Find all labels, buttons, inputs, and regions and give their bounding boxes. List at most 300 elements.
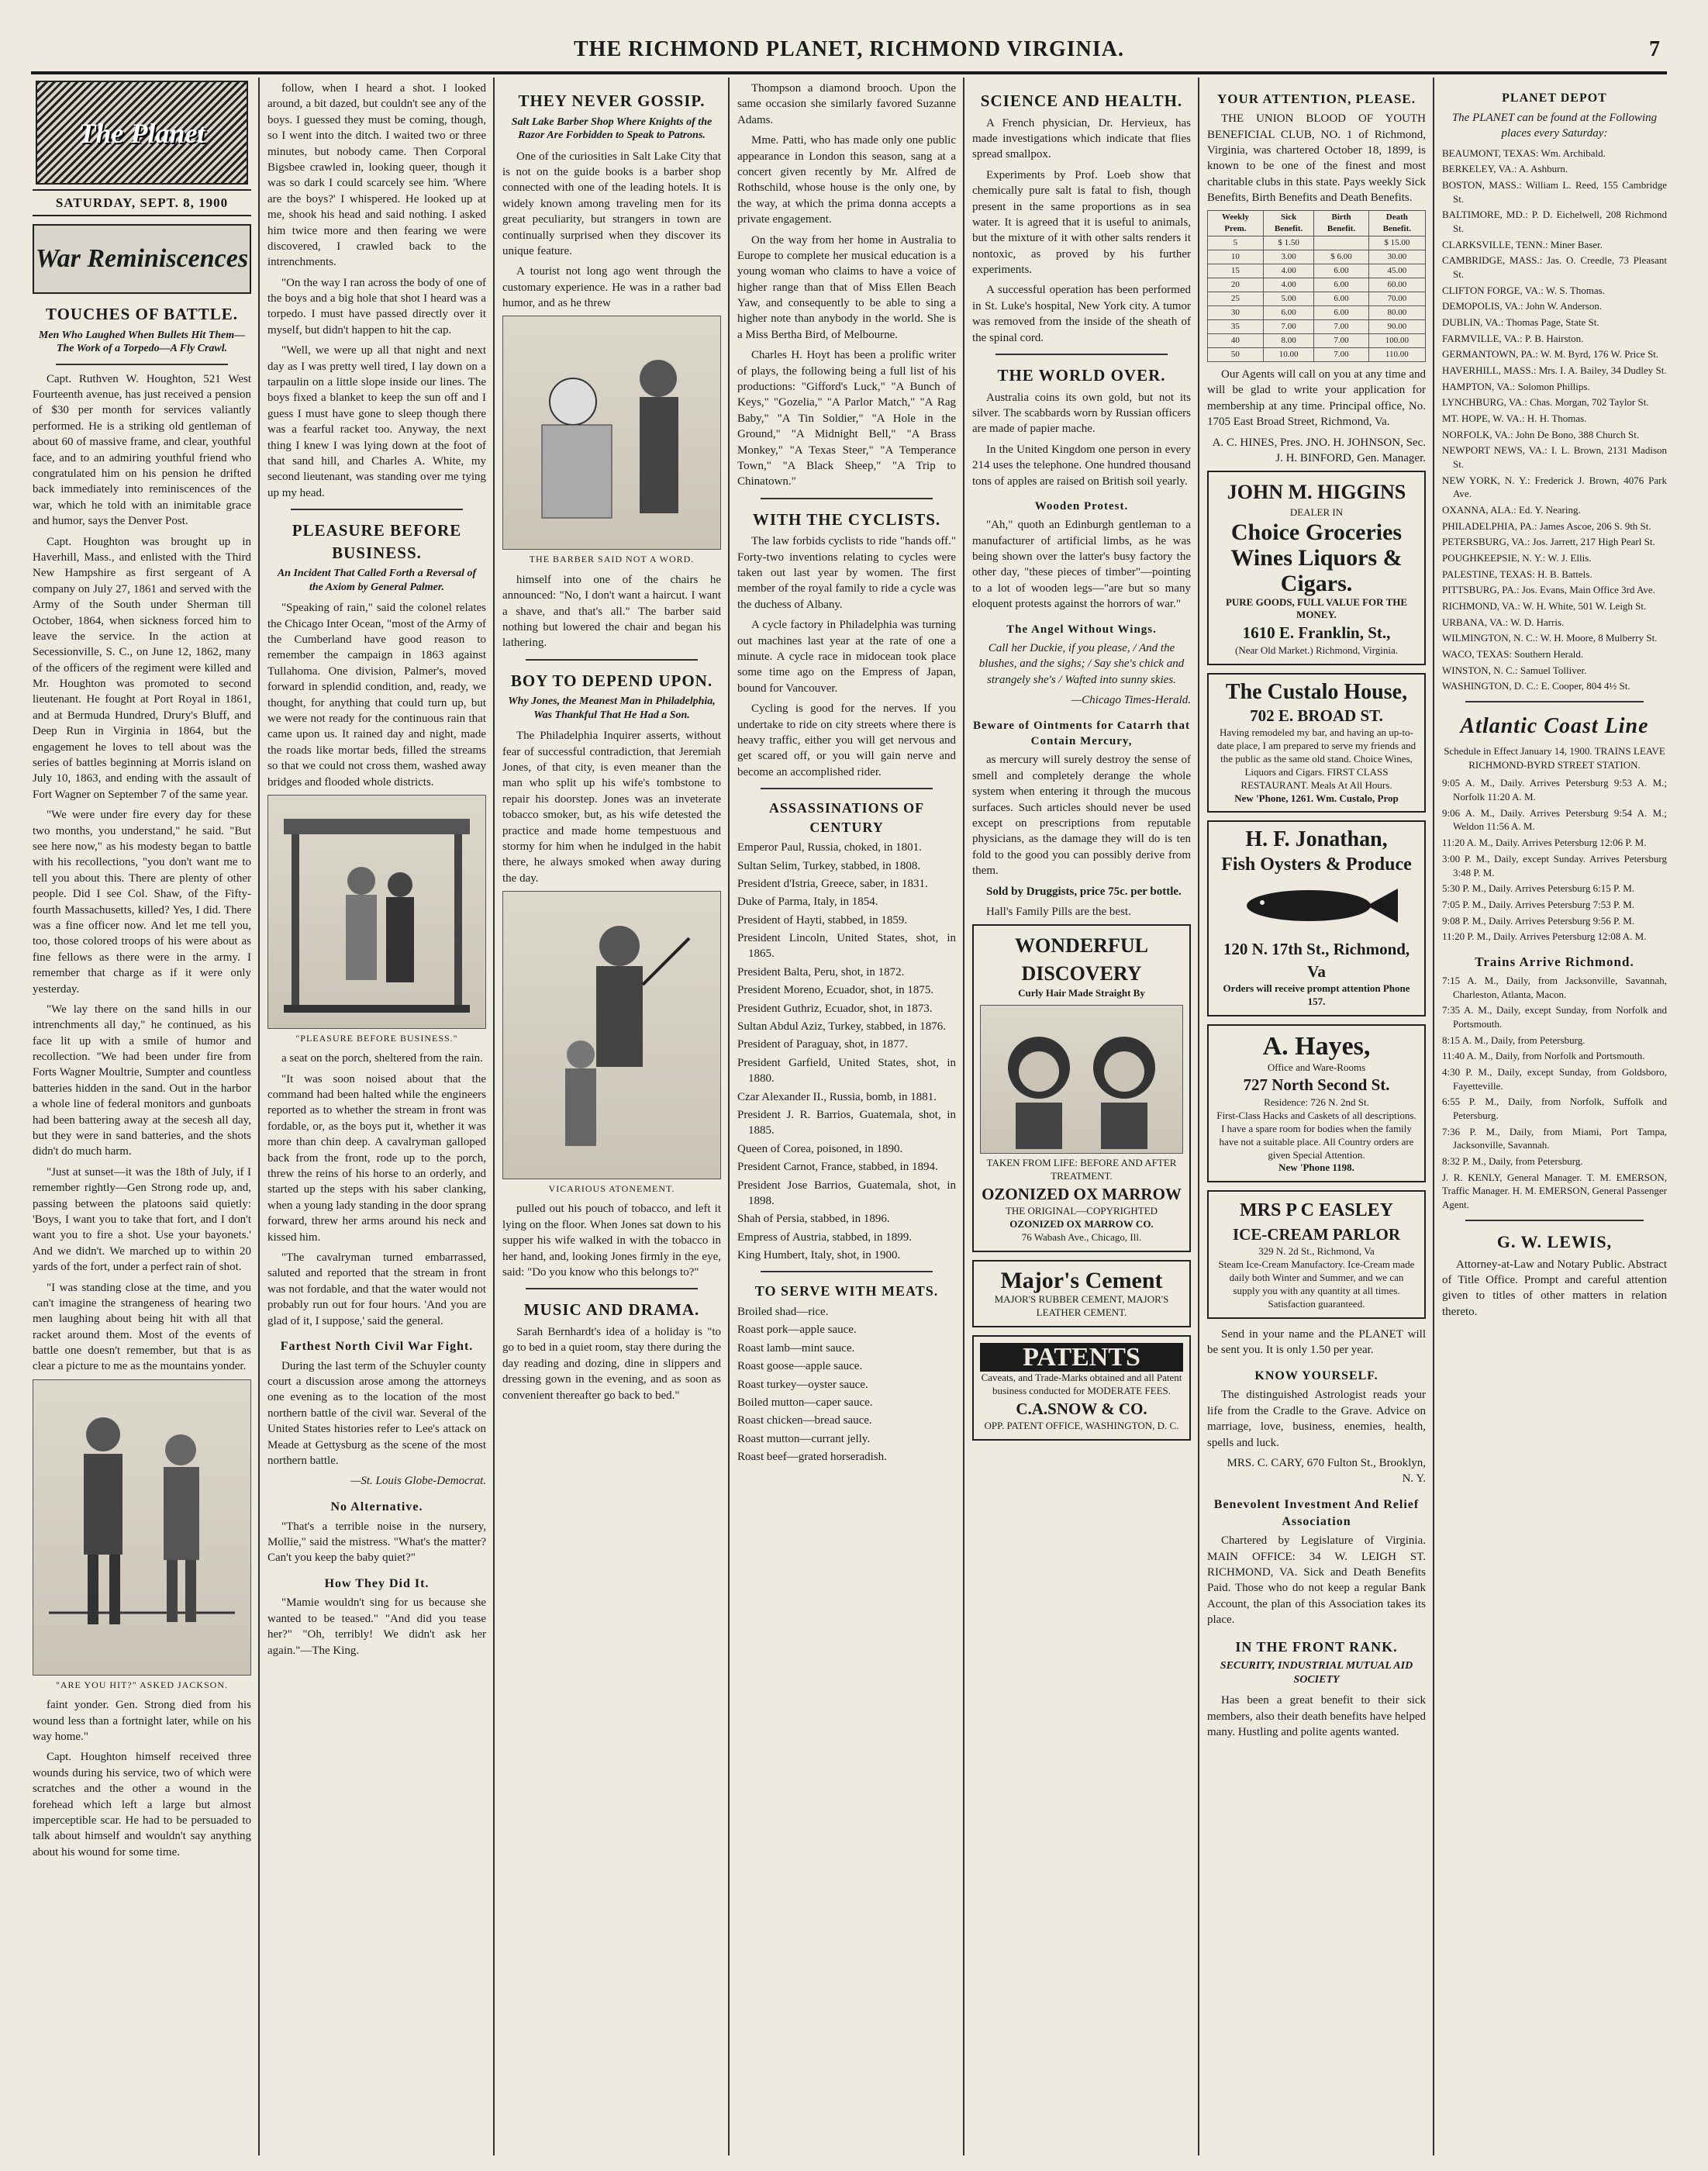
list-item: 7:36 P. M., Daily, from Miami, Port Tampa, Jacksonville, Savannah. bbox=[1442, 1125, 1667, 1151]
ad-residence: Residence: 726 N. 2nd St. bbox=[1264, 1096, 1369, 1108]
arrivals-list bbox=[1442, 974, 1667, 1168]
article-heading: Beware of Ointments for Catarrh that Contain Mercury, bbox=[973, 719, 1190, 747]
paragraph: Capt. Houghton himself received three wounds during his service, two of which were scratches and the other a wound in the forehead which left a large but almost imperceptible scar. He had to be persuaded to talk about himself and wouldn't say anything about his wound for some time. bbox=[33, 1751, 251, 1859]
article-heading: Trains Arrive Richmond. bbox=[1475, 954, 1634, 969]
table-cell: $ 15.00 bbox=[1368, 236, 1425, 250]
paragraph: In the United Kingdom one person in every 214 uses the telephone. One hundred thousand tons of apples are raised on British soil yearly. bbox=[972, 443, 1191, 488]
article-heading: The Angel Without Wings. bbox=[1006, 623, 1157, 636]
paragraph: Capt. Houghton was brought up in Haverhill, Mass., and enlisted with the Third New Hampshire as first sergeant of A company on July 27, 1861 and served with the Army of the South under Sherman till October, 1864, when sickness forced him to leave the service. In the action at Secessionville, S. C., on June 12, 1862, many of the officers of the regiment were killed and Mr. Houghton was promoted to second lieutenant. He fought at Port Royal in 1861, and at Bermuda Hundred, Drury's Bluff, and Deep Run in Virginia in 1864, but the engagement he loves to tell about was the series of battles beginning at Morris island on July 10, 1863, and ending with the assault of Fort Wagner on September 7 of the same year. bbox=[33, 535, 251, 801]
paragraph: Capt. Ruthven W. Houghton, 521 West Fourteenth avenue, has just received a pension of $30 per month for services valiantly performed. He is a striking old gentleman of about 60 of massive frame, and clear, youthful face, and to an admiring youthful friend who congratulated him on his pension he drifted back immediately into reminiscences of the war, which he told with an inimitable grace and humor, says the Denver Post. bbox=[33, 372, 251, 528]
table-row bbox=[1208, 306, 1426, 320]
porch-illustration bbox=[267, 795, 486, 1029]
list-item: Queen of Corea, poisoned, in 1890. bbox=[737, 1142, 903, 1155]
article-heading: TO SERVE WITH MEATS. bbox=[754, 1283, 939, 1299]
list-item: CAMBRIDGE, MASS.: Jas. O. Creedle, 73 Pleasant St. bbox=[1442, 254, 1667, 280]
paragraph: pulled out his pouch of tobacco, and left it lying on the floor. When Jones sat down to his supper his wife walked in with the tobacco in her hand, and, looking Jones firmly in the eye, said: "Do you know who this belongs to?" bbox=[502, 1203, 721, 1279]
list-item: HAVERHILL, MASS.: Mrs. I. A. Bailey, 34 Dudley St. bbox=[1442, 364, 1667, 376]
paragraph: THE UNION BLOOD OF YOUTH BENEFICIAL CLUB, NO. 1 of Richmond, Virginia, was chartered October 18, 1899, is known to be one of the finest and most charitable clubs in this state. Pays weekly Sick Benefits, Birth Benefits and Death Benefits. bbox=[1207, 112, 1426, 205]
table-row bbox=[1208, 292, 1426, 306]
assassinations-list bbox=[737, 840, 956, 1263]
article-heading: Wooden Protest. bbox=[1034, 499, 1129, 513]
table-header: Death Benefit. bbox=[1368, 211, 1425, 236]
table-cell: 35 bbox=[1208, 320, 1264, 334]
table-cell: 4.00 bbox=[1263, 264, 1314, 278]
list-item: 8:32 P. M., Daily, from Petersburg. bbox=[1442, 1155, 1583, 1168]
ad-heading: YOUR ATTENTION, PLEASE. bbox=[1216, 91, 1416, 106]
benefits-table bbox=[1207, 210, 1426, 361]
table-cell: 6.00 bbox=[1314, 264, 1368, 278]
divider bbox=[291, 509, 463, 510]
table-cell: 6.00 bbox=[1314, 292, 1368, 306]
list-item: 6:55 P. M., Daily, from Norfolk, Suffolk and Petersburg. bbox=[1442, 1096, 1667, 1122]
higgins-ad bbox=[1207, 471, 1426, 664]
list-item: Duke of Parma, Italy, in 1854. bbox=[737, 896, 878, 909]
ad-title: WONDERFUL DISCOVERY bbox=[1015, 934, 1148, 985]
custalo-ad bbox=[1207, 673, 1426, 813]
table-cell: 70.00 bbox=[1368, 292, 1425, 306]
paragraph: "The cavalryman turned embarrassed, saluted and reported that the stream in front was not fordable, and that the water would not probably run out for four hours. 'And you are glad of it, I suppose,' said the general. bbox=[267, 1251, 486, 1327]
paragraph: Schedule in Effect January 14, 1900. TRAINS LEAVE RICHMOND-BYRD STREET STATION. bbox=[1444, 745, 1665, 771]
article-heading: BOY TO DEPEND UPON. bbox=[510, 671, 713, 690]
article-heading: PLANET DEPOT bbox=[1502, 91, 1607, 105]
ad-heading: Benevolent Investment And Relief Association bbox=[1213, 1497, 1420, 1528]
list-item: 11:40 A. M., Daily, from Norfolk and Portsmouth. bbox=[1442, 1050, 1645, 1062]
paragraph: Send in your name and the PLANET will be sent you. It is only 1.50 per year. bbox=[1207, 1327, 1426, 1357]
paragraph: Attorney-at-Law and Notary Public. Abstract of Title Office. Prompt and careful attention given to titles of other matters in relation thereto. bbox=[1442, 1258, 1667, 1318]
ad-phone: New 'Phone 1198. bbox=[1278, 1161, 1354, 1174]
ad-heading: G. W. LEWIS, bbox=[1496, 1231, 1613, 1251]
table-cell: 25 bbox=[1208, 292, 1264, 306]
ad-phone: Orders will receive prompt attention Phone 157. bbox=[1223, 982, 1410, 1008]
table-cell: 90.00 bbox=[1368, 320, 1425, 334]
column-6 bbox=[1207, 81, 1426, 2143]
article-heading: PLEASURE BEFORE BUSINESS. bbox=[292, 521, 462, 562]
article-heading: How They Did It. bbox=[324, 1576, 430, 1590]
list-item: Broiled shad—rice. bbox=[737, 1305, 829, 1318]
ad-text: Having remodeled my bar, and having an up-to-date place, I am prepared to serve my friends and the public as the same old stand. Choice Wines, Liquors and Cigars. FIRST CLASS RESTAURANT. Meals At All Hours. bbox=[1216, 727, 1416, 791]
list-item: President Guthriz, Ecuador, shot, in 1873. bbox=[737, 1002, 933, 1015]
ad-phone: New 'Phone, 1261. Wm. Custalo, Prop bbox=[1234, 792, 1399, 804]
patents-ad bbox=[972, 1335, 1191, 1441]
list-item: WASHINGTON, D. C.: E. Cooper, 804 4½ St. bbox=[1442, 680, 1630, 692]
paragraph: Charles H. Hoyt has been a prolific writer of plays, the following being a full list of his productions: "Gifford's Luck," "A Bunch of Keys," "Gozelia," "A Parlor Match," "A Rag Baby," "A Tin Soldier," "A Hole in the Ground," "A Midnight Bell," "A Brass Monkey," "A Texas Steer," "A Temperance Town," "A Black Sheep," "A Trip to Chinatown." bbox=[737, 349, 956, 488]
column-3 bbox=[502, 81, 721, 2143]
table-cell: 30 bbox=[1208, 306, 1264, 320]
article-subhead: Why Jones, the Meanest Man in Philadelphia, Was Thankful That He Had a Son. bbox=[508, 695, 716, 721]
masthead bbox=[31, 37, 1667, 74]
list-item: POUGHKEEPSIE, N. Y.: W. J. Ellis. bbox=[1442, 552, 1592, 564]
table-cell: 10 bbox=[1208, 250, 1264, 264]
ad-address: 76 Wabash Ave., Chicago, Ill. bbox=[1021, 1231, 1142, 1243]
paragraph: During the last term of the Schuyler county court a discussion arose among the attorneys one evening as to the location of the most northern battle of the civil war. Several of the United States histories refer to Lee's attack on Meade at Gettysburg as the scene of the most northern battle. bbox=[267, 1359, 486, 1467]
column-rule bbox=[493, 78, 495, 2155]
table-cell: 10.00 bbox=[1263, 347, 1314, 361]
ad-title: Major's Cement bbox=[1000, 1267, 1163, 1293]
list-item: GERMANTOWN, PA.: W. M. Byrd, 176 W. Price St. bbox=[1442, 348, 1659, 361]
table-cell: 7.00 bbox=[1314, 347, 1368, 361]
ad-address: 329 N. 2d St., Richmond, Va bbox=[1258, 1245, 1375, 1258]
paragraph: Experiments by Prof. Loeb show that chemically pure salt is fatal to fish, though present in the same proportions as in sea water. It is agreed that it is useful to animals, but the mixture of it with other salts renders it nontoxic, as proved by his further experiments. bbox=[972, 168, 1191, 277]
source-credit: —St. Louis Globe-Democrat. bbox=[350, 1475, 486, 1488]
logo-text: The Planet bbox=[78, 118, 205, 149]
table-cell: 3.00 bbox=[1263, 250, 1314, 264]
banner-text: War Reminiscences bbox=[35, 244, 249, 274]
column-5 bbox=[972, 81, 1191, 2143]
paragraph: The distinguished Astrologist reads your life from the Cradle to the Grave. Advice on marriage, love, business, enemies, health, spells and luck. bbox=[1207, 1389, 1426, 1449]
ad-text: Steam Ice-Cream Manufactory. Ice-Cream made daily both Winter and Summer, and we can supply you with any quantity at all times. Satisfaction guaranteed. bbox=[1218, 1258, 1415, 1310]
list-item: WILMINGTON, N. C.: W. H. Moore, 8 Mulberry St. bbox=[1442, 632, 1658, 644]
ad-name: H. F. Jonathan, bbox=[1245, 827, 1388, 852]
paragraph: A. C. HINES, Pres. JNO. H. JOHNSON, Sec. J. H. BINFORD, Gen. Manager. bbox=[1212, 436, 1426, 464]
table-cell: 7.00 bbox=[1314, 334, 1368, 348]
table-row bbox=[1208, 250, 1426, 264]
war-reminiscences-banner bbox=[33, 224, 251, 294]
list-item: NORFOLK, VA.: John De Bono, 388 Church St. bbox=[1442, 428, 1640, 440]
table-row bbox=[1208, 320, 1426, 334]
table-cell: 5.00 bbox=[1263, 292, 1314, 306]
paragraph: faint yonder. Gen. Strong died from his wound less than a fortnight later, while on his way home." bbox=[33, 1699, 251, 1743]
column-rule bbox=[1198, 78, 1199, 2155]
list-item: FARMVILLE, VA.: P. B. Hairston. bbox=[1442, 332, 1584, 344]
list-item: 4:30 P. M., Daily, except Sunday, from Goldsboro, Fayetteville. bbox=[1442, 1066, 1667, 1092]
ad-name: A. Hayes, bbox=[1262, 1032, 1371, 1061]
paragraph: Has been a great benefit to their sick members, also their death benefits have helped many. Hustling and polite agents wanted. bbox=[1207, 1694, 1426, 1738]
paragraph: On the way from her home in Australia to Europe to complete her musical education is a young woman who claims to have a voice of higher range than that of Miss Ellen Beach Yaw, and consequently to be able to sing a higher note than anybody in the world. She is a Miss Bertha Bird, of Melbourne. bbox=[737, 233, 956, 341]
table-cell: 7.00 bbox=[1314, 320, 1368, 334]
ad-text: First-Class Hacks and Caskets of all descriptions. I have a spare room for bodies when the family have not a suitable place. All Country orders are given Special Attention. bbox=[1216, 1109, 1416, 1161]
ad-city: (Near Old Market.) Richmond, Virginia. bbox=[1235, 644, 1398, 656]
table-cell: 6.00 bbox=[1263, 306, 1314, 320]
list-item: President of Paraguay, shot, in 1877. bbox=[737, 1038, 908, 1051]
list-item: King Humbert, Italy, shot, in 1900. bbox=[737, 1249, 901, 1262]
paragraph: "Speaking of rain," said the colonel relates the Chicago Inter Ocean, "most of the Army of the Cumberland have good reason to remember the campaign in 1863 against Tullahoma. One division, Palmer's, moved forward in splendid condition, and, ready, we thought, for anything that could turn up, but we were not ready for the continuous rain that came upon us. It rained day and night, made the roads like mortar beds, filled the streams so that we could not cross them, washed away bridges and flooded whole districts. bbox=[267, 602, 486, 789]
list-item: Roast turkey—oyster sauce. bbox=[737, 1378, 868, 1391]
column-rule bbox=[258, 78, 260, 2155]
list-item: Roast lamb—mint sauce. bbox=[737, 1341, 855, 1355]
paragraph: follow, when I heard a shot. I looked around, a bit dazed, but couldn't see any of the boys. I guessed they must be coming, though, so I went into the ditch. I waited two or three minutes, but nobody came. Then Corporal Bigsbee crawled in, looking queer, though it was so dark I could scarcely see him. 'Where are the boys?' I whispered. He looked up at me, shook his head and said nothing. I asked him twice more and then fearing we were discovered, I crawled back to the intrenchments. bbox=[267, 82, 486, 269]
list-item: CLARKSVILLE, TENN.: Miner Baser. bbox=[1442, 238, 1603, 250]
ad-subtitle: Curly Hair Made Straight By bbox=[1018, 987, 1145, 999]
list-item: Emperor Paul, Russia, choked, in 1801. bbox=[737, 841, 922, 854]
list-item: OXANNA, ALA.: Ed. Y. Nearing. bbox=[1442, 503, 1581, 516]
depot-list bbox=[1442, 147, 1667, 694]
article-heading: No Alternative. bbox=[330, 1500, 423, 1513]
ad-note: PURE GOODS, FULL VALUE FOR THE MONEY. bbox=[1225, 595, 1408, 621]
list-item: 9:06 A. M., Daily. Arrives Petersburg 9:54 A. M.; Weldon 11:56 A. M. bbox=[1442, 806, 1667, 833]
table-cell: 80.00 bbox=[1368, 306, 1425, 320]
paragraph: "Mamie wouldn't sing for us because she wanted to be teased." "And did you tease her?" "Oh, terribly! We didn't ask her again."—The King. bbox=[267, 1596, 486, 1657]
table-row bbox=[1208, 264, 1426, 278]
article-heading: WITH THE CYCLISTS. bbox=[752, 509, 941, 529]
ad-subtitle: ICE-CREAM PARLOR bbox=[1232, 1224, 1401, 1244]
list-item: Boiled mutton—caper sauce. bbox=[737, 1396, 873, 1409]
page-number: 7 bbox=[1649, 37, 1661, 61]
article-subhead: An Incident That Called Forth a Reversal of the Axiom by General Palmer. bbox=[277, 568, 477, 593]
paragraph: J. R. KENLY, General Manager. T. M. EMERSON, Traffic Manager. H. M. EMERSON, General Passenger Agent. bbox=[1442, 1171, 1667, 1211]
article-heading: SCIENCE AND HEALTH. bbox=[980, 91, 1183, 110]
table-cell: 15 bbox=[1208, 264, 1264, 278]
list-item: Roast beef—grated horseradish. bbox=[737, 1451, 887, 1464]
paragraph: "Just at sunset—it was the 18th of July, if I remember rightly—Gen Strong rode up, and, passing between the platoons said quietly: 'Boys, I want you to take that fort, and I don't want you to fire a shot. Use your bayonets.' And we didn't. We marched up to within 20 yards of the fort, under a perfect rain of shot. bbox=[33, 1165, 251, 1274]
list-item: Roast goose—apple sauce. bbox=[737, 1360, 863, 1373]
article-subhead: Men Who Laughed When Bullets Hit Them—The Work of a Torpedo—A Fly Crawl. bbox=[38, 329, 246, 355]
paragraph: "I was standing close at the time, and you can't imagine the strangeness of hearing two men laughing about being hit with all that racket around them. Most of the events of battle one doesn't remember, but that is as clear a picture to me as the mountains yonder. bbox=[33, 1281, 251, 1373]
ad-caption: TAKEN FROM LIFE: BEFORE AND AFTER TREATMENT. bbox=[986, 1156, 1177, 1182]
ad-name: The Custalo House, bbox=[1225, 679, 1408, 704]
ad-note: THE ORIGINAL—COPYRIGHTED bbox=[1005, 1205, 1158, 1217]
table-cell: $ 1.50 bbox=[1263, 236, 1314, 250]
ad-company: C.A.SNOW & CO. bbox=[1016, 1399, 1147, 1418]
paragraph: A tourist not long ago went through the customary experience. He was in a rather bad humor, and as he threw bbox=[502, 265, 721, 310]
divider bbox=[526, 1288, 698, 1289]
column-rule bbox=[1433, 78, 1434, 2155]
table-header: Birth Benefit. bbox=[1314, 211, 1368, 236]
list-item: 7:05 P. M., Daily. Arrives Petersburg 7:53 P. M. bbox=[1442, 898, 1635, 910]
article-heading: THE WORLD OVER. bbox=[997, 366, 1166, 385]
paragraph: Mme. Patti, who has made only one public appearance in London this season, sang at a concert given recently by Mr. Alfred de Rothschild, whose house is the only one, by the way, at which the prima donna accepts a private engagement. bbox=[737, 134, 956, 226]
table-cell: 6.00 bbox=[1314, 306, 1368, 320]
ad-heading: IN THE FRONT RANK. bbox=[1235, 1638, 1398, 1655]
ad-goods: Choice Groceries Wines Liquors & Cigars. bbox=[1230, 519, 1403, 596]
column-2 bbox=[267, 81, 486, 2143]
issue-date: SATURDAY, SEPT. 8, 1900 bbox=[33, 189, 251, 216]
ad-address: 727 North Second St. bbox=[1243, 1075, 1390, 1095]
list-item: HAMPTON, VA.: Solomon Phillips. bbox=[1442, 380, 1590, 392]
meats-list bbox=[737, 1304, 956, 1465]
table-row bbox=[1208, 347, 1426, 361]
ad-subheading: SECURITY, INDUSTRIAL MUTUAL AID SOCIETY bbox=[1220, 1660, 1413, 1686]
list-item: 9:05 A. M., Daily. Arrives Petersburg 9:53 A. M.; Norfolk 11:20 A. M. bbox=[1442, 777, 1667, 803]
list-item: Sultan Abdul Aziz, Turkey, stabbed, in 1876. bbox=[737, 1020, 947, 1034]
paragraph: The law forbids cyclists to ride "hands off." Forty-two inventions relating to cycles were taken out last year by women. The first member of the royal family to ride a cycle was the duchess of Albany. bbox=[737, 535, 956, 611]
majors-cement-ad bbox=[972, 1260, 1191, 1327]
article-heading: TOUCHES OF BATTLE. bbox=[45, 305, 239, 324]
list-item: Roast chicken—bread sauce. bbox=[737, 1414, 872, 1427]
list-item: WACO, TEXAS: Southern Herald. bbox=[1442, 648, 1584, 661]
paragraph: The Philadelphia Inquirer asserts, without fear of successful contradiction, that Jeremiah Jones, of that city, is even meaner than the man who split up his wife's tombstone to repair his doorstep. Jones was an inveterate tobacco smoker, but, as his wife detested the practice and made home tempestuous and stormy for him when he indulged in the habit there, he always smoked when away during the day. bbox=[502, 730, 721, 885]
list-item: CLIFTON FORGE, VA.: W. S. Thomas. bbox=[1442, 284, 1605, 296]
table-cell: 4.00 bbox=[1263, 278, 1314, 292]
paragraph: "We lay there on the sand hills in our intrenchments all day," he continued, as his face lit up with a smile of humor and recollection. "We had been under fire from Forts Wagner Moultrie, Sumpter and countless batteries hidden in the sand. Out in the harbor a whole line of federal monitors and gunboats had been battering away at the secesh all day, but they were in sand batteries, and the shots didn't do much harm. bbox=[33, 1003, 251, 1158]
column-rule bbox=[728, 78, 730, 2155]
barber-illustration bbox=[502, 316, 721, 550]
column-7 bbox=[1442, 81, 1667, 2143]
ad-name: MRS P C EASLEY bbox=[1239, 1200, 1394, 1221]
table-cell: 50 bbox=[1208, 347, 1264, 361]
list-item: BOSTON, MASS.: William L. Reed, 155 Cambridge St. bbox=[1442, 178, 1667, 205]
list-item: Shah of Persia, stabbed, in 1896. bbox=[737, 1213, 890, 1226]
list-item: President Garfield, United States, shot, in 1880. bbox=[737, 1056, 956, 1086]
list-item: NEW YORK, N. Y.: Frederick J. Brown, 4076 Park Ave. bbox=[1442, 474, 1667, 500]
ad-title: PATENTS bbox=[980, 1343, 1183, 1372]
divider bbox=[761, 788, 933, 789]
divider bbox=[761, 498, 933, 499]
ad-label: DEALER IN bbox=[1289, 506, 1344, 518]
list-item: 11:20 A. M., Daily. Arrives Petersburg 12:06 P. M. bbox=[1442, 837, 1647, 849]
paragraph: "We were under fire every day for these two months, you understand," he said. "But see here now," as his modesty began to battle with his recollections, "you don't want me to tell you about this. There are plenty of other people. Did I see Col. Shaw, of the Fifty-fourth Massachusetts, killed? Yes, I did. There was a fine officer now. And let me tell you, too, those colored troops of his were about as fine fellows as there were in the army. I remember that charge as if it were only yesterday. bbox=[33, 809, 251, 996]
table-row bbox=[1208, 278, 1426, 292]
before-after-portraits bbox=[980, 1005, 1183, 1154]
table-cell: 5 bbox=[1208, 236, 1264, 250]
paragraph: Sarah Bernhardt's idea of a holiday is "to go to bed in a quiet room, stay there during the day reading and dozing, dine in slippers and dressing gown in the evening, and as soon as convenient thereafter go back to bed." bbox=[502, 1325, 721, 1402]
list-item: President Carnot, France, stabbed, in 1894. bbox=[737, 1161, 938, 1174]
paragraph: Australia coins its own gold, but not its silver. The scabbards worn by Russian officers are made of papier mache. bbox=[972, 391, 1191, 436]
list-item: Empress of Austria, stabbed, in 1899. bbox=[737, 1230, 912, 1244]
ad-heading: KNOW YOURSELF. bbox=[1254, 1369, 1378, 1382]
fish-icon bbox=[1231, 882, 1402, 929]
illustration-caption: "ARE YOU HIT?" ASKED JACKSON. bbox=[55, 1679, 229, 1690]
paragraph: Cycling is good for the nerves. If you undertake to ride on city streets where there is heavy traffic, either you will get nervous and get scared off, or you will gain nerve and become an accomplished rider. bbox=[737, 702, 956, 778]
table-cell: 7.00 bbox=[1263, 320, 1314, 334]
railroad-heading: Atlantic Coast Line bbox=[1460, 714, 1649, 739]
departures-list bbox=[1442, 776, 1667, 943]
table-cell bbox=[1314, 236, 1368, 250]
list-item: BERKELEY, VA.: A. Ashburn. bbox=[1442, 163, 1568, 175]
list-item: BALTIMORE, MD.: P. D. Eichelwell, 208 Richmond St. bbox=[1442, 209, 1667, 234]
masthead-title: THE RICHMOND PLANET, RICHMOND VIRGINIA. bbox=[573, 37, 1124, 61]
list-item: President J. R. Barrios, Guatemala, shot, in 1885. bbox=[737, 1108, 956, 1137]
column-rule bbox=[963, 78, 964, 2155]
divider bbox=[761, 1271, 933, 1272]
paragraph: "Well, we were up all that night and next day as I was pretty well tired, I lay down on a tarpaulin on a little slope inside our lines. The boys fixed a blanket to keep the sun off and I guess I must have gone to sleep though there was a fearful racket too. Anyway, the next thing I knew I was lying down at the foot of that sand hill, and Charles A. White, my second lieutenant, was standing over me tying up my head. bbox=[267, 344, 486, 499]
ad-address: 120 N. 17th St., Richmond, Va bbox=[1223, 940, 1410, 981]
divider bbox=[526, 659, 698, 661]
paragraph: Hall's Family Pills are the best. bbox=[986, 905, 1131, 918]
list-item: 7:15 A. M., Daily, from Jacksonville, Savannah, Charleston, Atlanta, Macon. bbox=[1442, 974, 1667, 1000]
illustration-caption: "PLEASURE BEFORE BUSINESS." bbox=[295, 1032, 458, 1044]
table-cell: 20 bbox=[1208, 278, 1264, 292]
ad-address: 1610 E. Franklin, St., bbox=[1242, 623, 1391, 643]
ad-address: OPP. PATENT OFFICE, WASHINGTON, D. C. bbox=[984, 1420, 1179, 1432]
poem: Call her Duckie, if you please, / And the blushes, and the sighs; / Say she's chick and strangely she's / Wafted into sunny skies. bbox=[978, 642, 1185, 686]
divider bbox=[56, 364, 228, 365]
easley-ad bbox=[1207, 1190, 1426, 1319]
list-item: LYNCHBURG, VA.: Chas. Morgan, 702 Taylor St. bbox=[1442, 396, 1649, 409]
planet-logo bbox=[36, 81, 248, 185]
ox-marrow-ad bbox=[972, 924, 1191, 1252]
paragraph: Chartered by Legislature of Virginia. MAIN OFFICE: 34 W. LEIGH ST. RICHMOND, VA. Sick and Death Benefits Paid. Those who do not keep a regular Bank Account, the plan of this Association takes its place. bbox=[1207, 1534, 1426, 1627]
list-item: BEAUMONT, TEXAS: Wm. Archibald. bbox=[1442, 147, 1606, 159]
ad-address: 702 E. BROAD ST. bbox=[1250, 706, 1383, 725]
list-item: 8:15 A. M., Daily, from Petersburg. bbox=[1442, 1034, 1586, 1046]
table-row bbox=[1208, 236, 1426, 250]
atonement-illustration bbox=[502, 891, 721, 1179]
divider bbox=[995, 354, 1168, 355]
list-item: 7:35 A. M., Daily, except Sunday, from Norfolk and Portsmouth. bbox=[1442, 1004, 1667, 1030]
ad-goods: Fish Oysters & Produce bbox=[1221, 854, 1412, 875]
hayes-ad bbox=[1207, 1024, 1426, 1182]
paragraph: A French physician, Dr. Hervieux, has made investigations which indicate that flies spread smallpox. bbox=[972, 116, 1191, 161]
list-item: 3:00 P. M., Daily, except Sunday. Arrives Petersburg 3:48 P. M. bbox=[1442, 852, 1667, 878]
list-item: 11:20 P. M., Daily. Arrives Petersburg 12:08 A. M. bbox=[1442, 930, 1647, 943]
list-item: President Balta, Peru, shot, in 1872. bbox=[737, 965, 905, 979]
ad-text: Caveats, and Trade-Marks obtained and all Patent business conducted for MODERATE FEES. bbox=[981, 1372, 1182, 1396]
article-heading: Farthest North Civil War Fight. bbox=[280, 1339, 474, 1353]
ad-subtitle: MAJOR'S RUBBER CEMENT, MAJOR'S LEATHER CEMENT. bbox=[994, 1293, 1169, 1318]
list-item: President d'Istria, Greece, saber, in 1831. bbox=[737, 877, 928, 890]
divider bbox=[1465, 701, 1644, 702]
list-item: PITTSBURG, PA.: Jos. Evans, Main Office 3rd Ave. bbox=[1442, 584, 1655, 596]
article-subhead: Salt Lake Barber Shop Where Knights of the Razor Are Forbidden to Speak to Patrons. bbox=[511, 116, 713, 142]
table-row bbox=[1208, 334, 1426, 348]
paragraph: A successful operation has been performed in St. Luke's hospital, New York city. A tumor was removed from the inside of the sheath of the spinal cord. bbox=[972, 284, 1191, 344]
table-header: Sick Benefit. bbox=[1263, 211, 1314, 236]
table-cell: 8.00 bbox=[1263, 334, 1314, 348]
list-item: WINSTON, N. C.: Samuel Tolliver. bbox=[1442, 664, 1587, 676]
list-item: URBANA, VA.: W. D. Harris. bbox=[1442, 616, 1565, 628]
list-item: Roast pork—apple sauce. bbox=[737, 1324, 857, 1337]
paragraph: Our Agents will call on you at any time and will be glad to write your application for membership at any time. Principal office, No. 1705 East Broad Street, Richmond, Va. bbox=[1207, 368, 1426, 429]
list-item: Czar Alexander II., Russia, bomb, in 1881. bbox=[737, 1090, 937, 1103]
article-heading: MUSIC AND DRAMA. bbox=[523, 1300, 700, 1320]
list-item: NEWPORT NEWS, VA.: I. L. Brown, 2131 Madison St. bbox=[1442, 444, 1667, 470]
list-item: MT. HOPE, W. VA.: H. H. Thomas. bbox=[1442, 412, 1587, 424]
table-cell: 6.00 bbox=[1314, 278, 1368, 292]
ad-label: Office and Ware-Rooms bbox=[1267, 1061, 1366, 1073]
list-item: PETERSBURG, VA.: Jos. Jarrett, 217 High Pearl St. bbox=[1442, 536, 1655, 548]
paragraph: himself into one of the chairs he announced: "No, I don't want a haircut. I want a shave, and that's all." The barber said nothing but lowered the chair and began his lathering. bbox=[502, 573, 721, 650]
jonathan-ad bbox=[1207, 820, 1426, 1016]
article-heading: THEY NEVER GOSSIP. bbox=[518, 91, 706, 110]
table-cell: 45.00 bbox=[1368, 264, 1425, 278]
list-item: DUBLIN, VA.: Thomas Page, State St. bbox=[1442, 316, 1599, 328]
table-cell: 30.00 bbox=[1368, 250, 1425, 264]
paragraph: Thompson a diamond brooch. Upon the same occasion she similarly favored Suzanne Adams. bbox=[737, 82, 956, 126]
list-item: President Lincoln, United States, shot, in 1865. bbox=[737, 932, 956, 961]
divider bbox=[1465, 1220, 1644, 1221]
list-item: PHILADELPHIA, PA.: James Ascoe, 206 S. 9th St. bbox=[1442, 519, 1651, 532]
source-credit: —Chicago Times-Herald. bbox=[1071, 694, 1191, 707]
table-cell: 60.00 bbox=[1368, 278, 1425, 292]
table-cell: 110.00 bbox=[1368, 347, 1425, 361]
paragraph: "Ah," quoth an Edinburgh gentleman to a manufacturer of artificial limbs, as he was being shown over the latter's busy factory the other day, "these pieces of timber"—pointing to a lot of wooden legs—"are but so many eloquent protests against the horrors of war." bbox=[972, 519, 1191, 611]
soldiers-illustration bbox=[33, 1379, 251, 1676]
illustration-caption: VICARIOUS ATONEMENT. bbox=[548, 1183, 675, 1195]
table-header: Weekly Prem. bbox=[1208, 211, 1264, 236]
paragraph: One of the curiosities in Salt Lake City that is not on the guide books is a barber shop connected with one of the leading hotels. It is widely known among traveling men for its great peculiarity, but strangers in town are continually surprised when they discover its unique feature. bbox=[502, 150, 721, 257]
list-item: President of Hayti, stabbed, in 1859. bbox=[737, 913, 908, 927]
paragraph: as mercury will surely destroy the sense of smell and completely derange the whole system when entering it through the mucous surfaces. Such articles should never be used except on prescriptions from reputable physicians, as the damage they will do is ten fold to the good you can possibly derive from them. bbox=[972, 754, 1191, 878]
column-4 bbox=[737, 81, 956, 2143]
column-1 bbox=[33, 81, 251, 2143]
list-item: President Moreno, Ecuador, shot, in 1875. bbox=[737, 984, 934, 997]
ad-name: JOHN M. HIGGINS bbox=[1227, 481, 1406, 504]
list-item: PALESTINE, TEXAS: H. B. Battels. bbox=[1442, 568, 1592, 580]
list-item: RICHMOND, VA.: W. H. White, 501 W. Leigh St. bbox=[1442, 600, 1647, 613]
paragraph: MRS. C. CARY, 670 Fulton St., Brooklyn, N. Y. bbox=[1227, 1457, 1426, 1486]
paragraph: Sold by Druggists, price 75c. per bottle. bbox=[986, 885, 1182, 898]
table-cell: 40 bbox=[1208, 334, 1264, 348]
list-item: DEMOPOLIS, VA.: John W. Anderson. bbox=[1442, 300, 1603, 312]
ad-company: OZONIZED OX MARROW CO. bbox=[1009, 1218, 1154, 1230]
list-item: President Jose Barrios, Guatemala, shot, in 1898. bbox=[737, 1179, 956, 1207]
list-item: Sultan Selim, Turkey, stabbed, in 1808. bbox=[737, 859, 921, 872]
list-item: Roast mutton—currant jelly. bbox=[737, 1432, 871, 1445]
paragraph: "That's a terrible noise in the nursery, Mollie," said the mistress. "What's the matter? Can't you keep the baby quiet?" bbox=[267, 1520, 486, 1565]
paragraph: a seat on the porch, sheltered from the rain. bbox=[281, 1052, 483, 1065]
table-cell: 100.00 bbox=[1368, 334, 1425, 348]
table-cell: $ 6.00 bbox=[1314, 250, 1368, 264]
article-heading: ASSASSINATIONS OF CENTURY bbox=[768, 800, 925, 835]
illustration-caption: THE BARBER SAID NOT A WORD. bbox=[529, 554, 695, 565]
paragraph: "On the way I ran across the body of one of the boys and a big hole that shot I heard was a torpedo. I must have passed directly over it myself, but didn't happen to hit the cap. bbox=[267, 276, 486, 337]
ad-product: OZONIZED OX MARROW bbox=[982, 1184, 1182, 1203]
list-item: 5:30 P. M., Daily. Arrives Petersburg 6:15 P. M. bbox=[1442, 882, 1635, 895]
paragraph: The PLANET can be found at the Following places every Saturday: bbox=[1451, 111, 1658, 140]
paragraph: "It was soon noised about that the command had been halted while the engineers reported as to whether the stream in front was fordable, or, as the boys put it, whether it was more than chin deep. A cavalryman galloped back from the front, rode up to the porch, threw the reins of his horse to an orderly, and started up the steps with his saber clanking, when a young lady standing in the door sprang forward, threw her arms around his neck and kissed him. bbox=[267, 1072, 486, 1244]
list-item: 9:08 P. M., Daily. Arrives Petersburg 9:56 P. M. bbox=[1442, 914, 1635, 927]
paragraph: A cycle factory in Philadelphia was turning out machines last year at the rate of one a minute. A cycle race in midocean took place some time ago on the Empress of Japan, bound for Vancouver. bbox=[737, 619, 956, 695]
